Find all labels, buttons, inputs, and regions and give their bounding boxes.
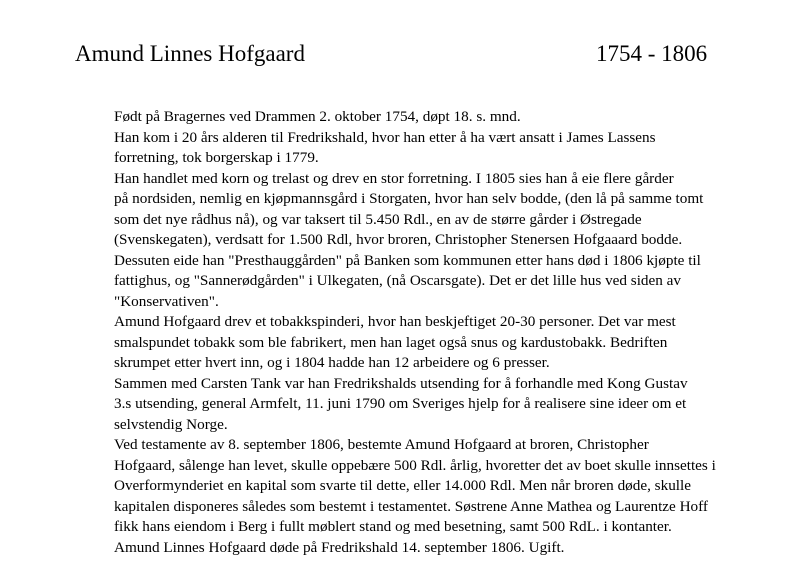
text-line: forretning, tok borgerskap i 1779. [114, 149, 319, 166]
life-years: 1754 - 1806 [596, 41, 708, 66]
text-line: Han handlet med korn og trelast og drev en stor forretning. I 1805 sies han å eie flere gårder [114, 169, 674, 187]
text-line: skrumpet etter hvert inn, og i 1804 hadde han 12 arbeidere og 6 presser. [114, 354, 550, 371]
text-line: på nordsiden, nemlig en kjøpmannsgård i Storgaten, hvor han selv bodde, (den lå på samme tomt [114, 190, 704, 207]
text-line: (Svenskegaten), verdsatt for 1.500 Rdl, hvor broren, Christopher Stenersen Hofgaaard bodde. [114, 231, 683, 248]
paragraph-death [75, 538, 725, 559]
text-line: fikk hans eiendom i Berg i fullt møblert stand og med besetning, samt 500 RdL. i kontanter. [114, 518, 672, 535]
text-line: Overformynderiet en kapital som svarte til dette, eller 14.000 Rdl. Men når broren døde, skulle [114, 477, 691, 494]
text-line: Ved testamente av 8. september 1806, bestemte Amund Hofgaard at broren, Christopher [114, 436, 649, 453]
text-line: "Konservativen". [114, 292, 219, 310]
text-line: Han kom i 20 års alderen til Fredrikshald, hvor han etter å ha vært ansatt i James Lassens [114, 128, 656, 146]
document-body [75, 107, 725, 558]
text-line: Amund Linnes Hofgaard døde på Fredrikshald 14. september 1806. Ugift. [114, 538, 565, 556]
text-line: kapitalen disponeres således som bestemt i testamentet. Søstrene Anne Mathea og Laurentze Hoff [114, 497, 708, 515]
text-line: Født på Bragernes ved Drammen 2. oktober 1754, døpt 18. s. mnd. [114, 108, 521, 125]
text-line: smalspundet tobakk som ble fabrikert, men han laget også snus og kardustobakk. Bedriften [114, 333, 668, 351]
text-line: Hofgaard, sålenge han levet, skulle oppebære 500 Rdl. årlig, hvoretter det av boet skulle innsettes i [114, 456, 716, 474]
text-line: 3.s utsending, general Armfelt, 11. juni 1790 om Sveriges hjelp for å realisere sine ideer om et [114, 395, 687, 412]
text-line: Amund Hofgaard drev et tobakkspinderi, hvor han beskjeftiget 20-30 personer. Det var mest [114, 313, 676, 330]
paragraph-tobacco [75, 312, 725, 374]
text-line: selvstendig Norge. [114, 415, 228, 433]
paragraph-testament [75, 435, 725, 538]
document-title: Amund Linnes Hofgaard [75, 41, 305, 66]
text-line: som det nye rådhus nå), og var taksert til 5.450 Rdl., en av de større gårder i Østregade [114, 210, 642, 228]
paragraph-citizenship [75, 128, 725, 169]
text-line: Sammen med Carsten Tank var han Fredrikshalds utsending for å forhandle med Kong Gustav [114, 374, 688, 392]
paragraph-trade-and-property [75, 169, 725, 313]
text-line: Dessuten eide han "Presthauggården" på Banken som kommunen etter hans død i 1806 kjøpte til [114, 251, 701, 269]
paragraph-envoy [75, 374, 725, 436]
text-line: fattighus, og "Sannerødgården" i Ulkegaten, (nå Oscarsgate). Det er det lille hus ved siden av [114, 272, 681, 289]
paragraph-birth [75, 107, 725, 128]
